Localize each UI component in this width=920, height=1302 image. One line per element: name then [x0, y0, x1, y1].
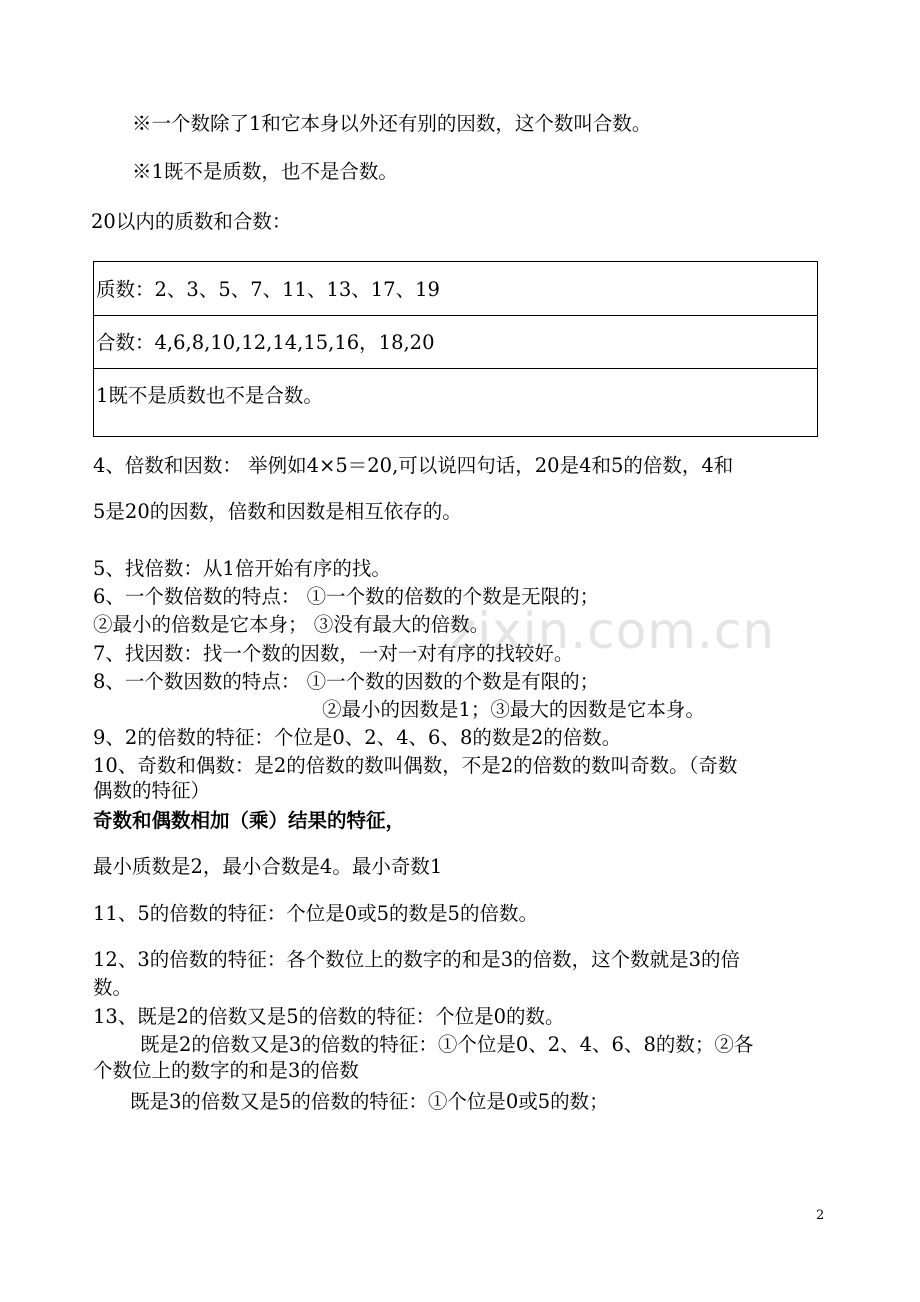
text-line: 既是2的倍数又是3的倍数的特征：①个位是0、2、4、6、8的数；②各: [140, 1033, 754, 1056]
composites-cell: 合数：4,6,8,10,12,14,15,16，18,20: [96, 331, 435, 354]
table-row: [94, 315, 817, 368]
table-row: [94, 262, 817, 315]
text-line: ※一个数除了1和它本身以外还有别的因数，这个数叫合数。: [132, 112, 652, 135]
one-cell: 1既不是质数也不是合数。: [96, 384, 323, 407]
text-line: 数。: [93, 976, 133, 999]
text-line: ②最小的因数是1；③最大的因数是它本身。: [322, 698, 705, 721]
text-line: 7、找因数：找一个数的因数，一对一对有序的找较好。: [93, 642, 574, 665]
text-line: 偶数的特征）: [93, 779, 211, 802]
text-line: ②最小的倍数是它本身； ③没有最大的倍数。: [93, 613, 490, 636]
page-number: 2: [816, 1208, 825, 1223]
text-line: 13、既是2的倍数又是5的倍数的特征：个位是0的数。: [93, 1005, 565, 1028]
text-line: 个数位上的数字的和是3的倍数: [93, 1059, 359, 1082]
text-line: 4、倍数和因数： 举例如4×5＝20,可以说四句话，20是4和5的倍数，4和: [93, 454, 734, 477]
text-line: 5是20的因数，倍数和因数是相互依存的。: [93, 500, 462, 523]
text-line: 11、5的倍数的特征：个位是0或5的数是5的倍数。: [93, 902, 538, 925]
primes-cell: 质数：2、3、5、7、11、13、17、19: [96, 278, 440, 301]
watermark: zixin.com.cn: [450, 602, 776, 660]
text-line: 10、奇数和偶数：是2的倍数的数叫偶数，不是2的倍数的数叫奇数。（奇数: [93, 754, 738, 777]
prime-composite-table: [93, 261, 818, 437]
text-line: 20以内的质数和合数：: [91, 210, 292, 233]
text-line: 8、一个数因数的特点： ①一个数的因数的个数是有限的；: [93, 670, 600, 693]
text-line: ※1既不是质数，也不是合数。: [132, 160, 398, 183]
text-line: 奇数和偶数相加（乘）结果的特征，: [93, 809, 406, 832]
text-line: 既是3的倍数又是5的倍数的特征：①个位是0或5的数；: [130, 1090, 609, 1113]
text-line: 最小质数是2，最小合数是4。最小奇数1: [93, 855, 443, 878]
text-line: 9、2的倍数的特征：个位是0、2、4、6、8的数是2的倍数。: [93, 726, 622, 749]
text-line: 5、找倍数：从1倍开始有序的找。: [93, 557, 391, 580]
text-line: 12、3的倍数的特征：各个数位上的数字的和是3的倍数，这个数就是3的倍: [93, 948, 741, 971]
text-line: 6、一个数倍数的特点： ①一个数的倍数的个数是无限的；: [93, 585, 600, 608]
table-row: [94, 368, 817, 436]
